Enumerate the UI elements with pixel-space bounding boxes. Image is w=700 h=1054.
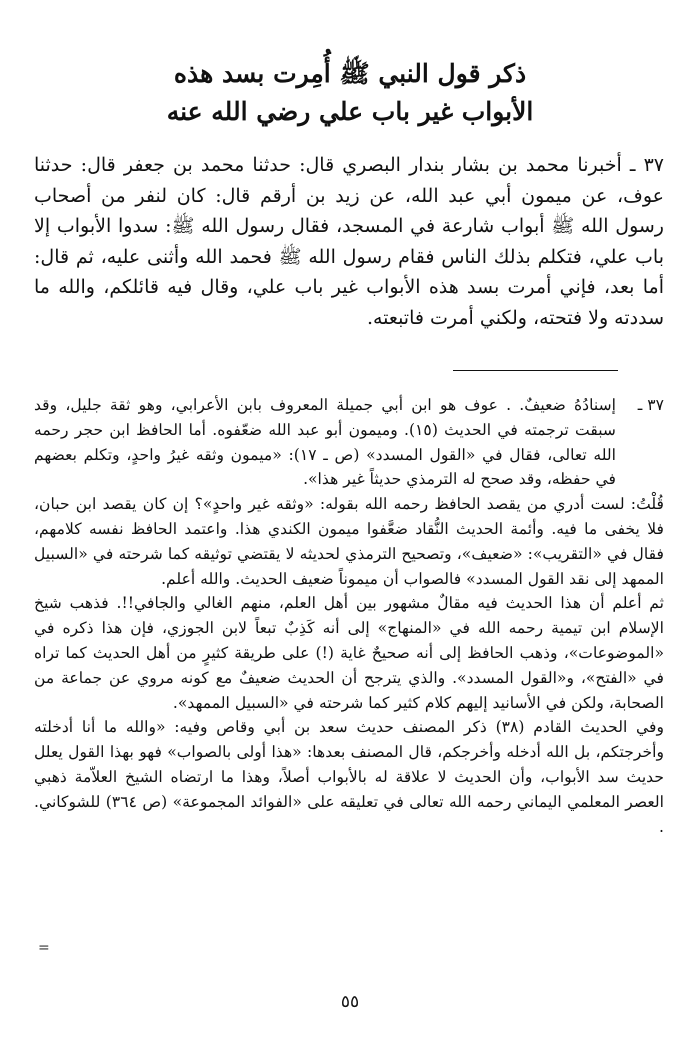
- footnote-paragraph: قُلْتُ: لست أدري من يقصد الحافظ رحمه الله بقوله: «وثقه غير واحدٍ»؟ إن كان يقصد ابن حبان، فلا يخفى ما فيه. وأئمة الحديث النُّقاد ضعَّفوا ميمون الكندي هذا. واعتمد الحافظ نفسه كلامهم، فقال في «التقريب»: «ضعيف»، وتصحيح الترمذي لحديثه لا يقتضي توثيقه كما شرحته في «السبيل الممهد إلى نقد القول المسدد» فالصواب أن ميموناً ضعيف الحديث. والله أعلم.: [34, 495, 664, 588]
- chapter-heading-line-2: الأبواب غير باب علي رضي الله عنه: [166, 97, 534, 126]
- footnotes: [34, 393, 664, 839]
- footnote-paragraph: [34, 393, 664, 492]
- footnote-paragraph: ثم أعلم أن هذا الحديث فيه مقالٌ مشهور بين أهل العلم، منهم الغالي والجافي!!. فذهب شيخ الإسلام ابن تيمية رحمه الله في «المنهاج» إلى أنه كَذِبٌ تبعاً لابن الجوزي، فإن هذا ذكره في «الموضوعات»، وذهب الحافظ إلى أنه صحيحٌ غاية (!) على طريقة كثيرٍ من أهل الحديث كما تراه في «الفتح»، و«القول المسدد». والذي يترجح أن الحديث ضعيفٌ مع كونه مروي عن جماعة من الصحابة، ولكن في الأسانيد إليهم كلام كثير كما شرحته في «السبيل الممهد».: [34, 594, 664, 712]
- footnote-paragraph: وفي الحديث القادم (٣٨) ذكر المصنف حديث سعد بن أبي وقاص وفيه: «والله ما أنا أدخلته وأخرجتكم، بل الله أدخله وأخرجكم، قال المصنف بعدها: «هذا أولى بالصواب» فهو بهذا القول يعلل حديث سد الأبواب، وأن الحديث لا علاقة له بالأبواب أصلاً، وهذا ما ارتضاه الشيخ العلاّمة ذهبي العصر المعلمي اليماني رحمه الله تعالى في تعليقه على «الفوائد المجموعة» (ص ٣٦٤) للشوكاني. .: [34, 718, 665, 836]
- chapter-heading-line-1: ذكر قول النبي ﷺ أُمِرت بسد هذه: [173, 59, 527, 88]
- page-number: ٥٥: [340, 992, 360, 1012]
- footnote-text: إسنادُهُ ضعيفٌ. . عوف هو ابن أبي جميلة المعروف بابن الأعرابي، وهو ثقة جليل، وقد سبقت ترجمته في الحديث (١٥). وميمون أبو عبد الله ضعّفوه. أما الحافظ ابن حجر رحمه الله تعالى، فقال في «القول المسدد» (ص ـ ١٧): «ميمون وثقه غيرُ واحدٍ، وتكلم بعضهم في حفظه، وقد صحح له الترمذي حديثاً غير هذا».: [34, 396, 616, 489]
- footnote-divider: [453, 370, 618, 371]
- chapter-heading: [60, 55, 640, 131]
- footnote-number: ٣٧ ـ: [637, 396, 664, 414]
- continuation-mark: =: [38, 940, 50, 956]
- hadith-body: [34, 150, 664, 333]
- hadith-text: ٣٧ ـ أخبرنا محمد بن بشار بندار البصري قال: حدثنا محمد بن جعفر قال: حدثنا عوف، عن ميمون أبي عبد الله، عن زيد بن أرقم قال: كان لنفر من أصحاب رسول الله ﷺ أبواب شارعة في المسجد، فقال رسول الله ﷺ: سدوا الأبواب إلا باب علي، فتكلم بذلك الناس فقام رسول الله ﷺ فحمد الله وأثنى عليه، ثم قال: أما بعد، فإني أمرت بسد هذه الأبواب غير باب علي، وقال فيه قائلكم، والله ما سددته ولا فتحته، ولكني أمرت فاتبعته.: [34, 154, 664, 329]
